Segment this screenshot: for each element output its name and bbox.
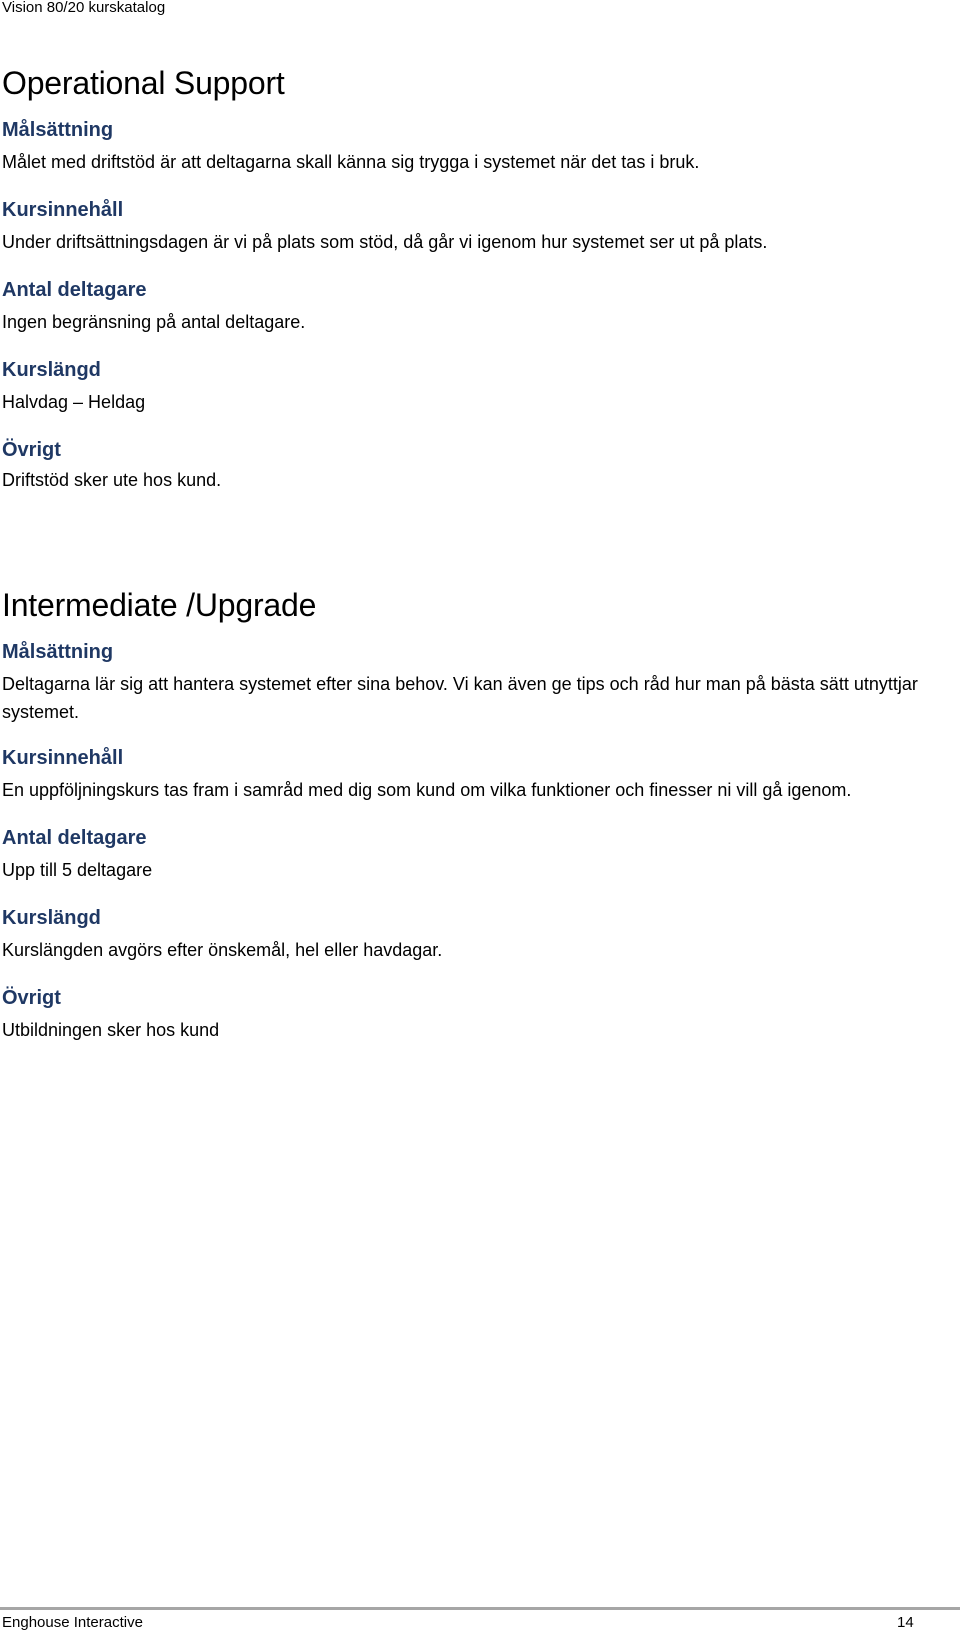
field-text-kurslangd: Kurslängden avgörs efter önskemål, hel eller havdagar. <box>2 940 443 960</box>
footer-divider <box>0 1607 960 1610</box>
field-label-antal-deltagare: Antal deltagare <box>2 279 147 301</box>
field-text-ovrigt: Utbildningen sker hos kund <box>2 1020 220 1040</box>
footer-page-number: 14 <box>897 1614 914 1631</box>
section-operational-support <box>2 64 957 494</box>
field-label-malsattning: Målsättning <box>2 119 114 141</box>
field-label-ovrigt: Övrigt <box>2 987 61 1009</box>
field-label-kurslangd: Kurslängd <box>2 359 101 381</box>
field-label-kurslangd: Kurslängd <box>2 907 101 929</box>
running-header: Vision 80/20 kurskatalog <box>2 0 166 16</box>
field-label-antal-deltagare: Antal deltagare <box>2 827 147 849</box>
section-title: Operational Support <box>2 65 285 101</box>
field-label-kursinnehall: Kursinnehåll <box>2 199 124 221</box>
field-text-kurslangd: Halvdag – Heldag <box>2 392 146 412</box>
field-text-kursinnehall: Under driftsättningsdagen är vi på plats som stöd, då går vi igenom hur systemet ser ut på plats. <box>2 232 768 252</box>
field-text-antal-deltagare: Ingen begränsning på antal deltagare. <box>2 312 306 332</box>
field-label-malsattning: Målsättning <box>2 641 114 663</box>
field-text-kursinnehall: En uppföljningskurs tas fram i samråd med dig som kund om vilka funktioner och finesser ni vill gå igenom. <box>2 780 852 800</box>
section-intermediate-upgrade <box>2 586 957 1044</box>
footer-company: Enghouse Interactive <box>2 1614 143 1631</box>
field-text-antal-deltagare: Upp till 5 deltagare <box>2 860 153 880</box>
field-text-malsattning: Deltagarna lär sig att hantera systemet efter sina behov. Vi kan även ge tips och råd hur man på bästa sätt utnyttjar systemet. <box>2 674 918 722</box>
section-title: Intermediate /Upgrade <box>2 587 317 623</box>
field-label-ovrigt: Övrigt <box>2 439 61 461</box>
field-text-ovrigt: Driftstöd sker ute hos kund. <box>2 470 222 490</box>
field-text-malsattning: Målet med driftstöd är att deltagarna skall känna sig trygga i systemet när det tas i bruk. <box>2 152 700 172</box>
field-label-kursinnehall: Kursinnehåll <box>2 747 124 769</box>
